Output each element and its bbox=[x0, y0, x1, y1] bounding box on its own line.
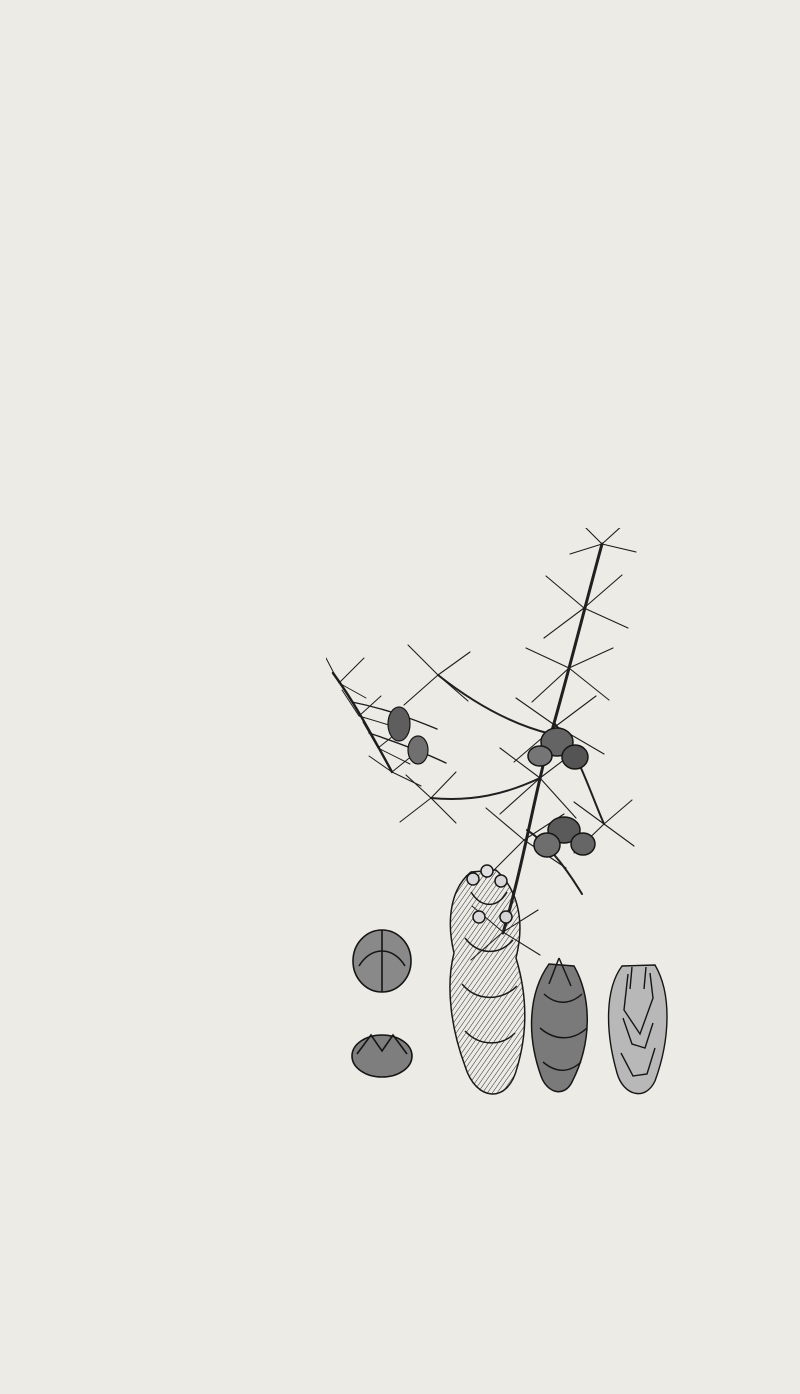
section-cone-icon bbox=[609, 965, 667, 1094]
left-branch-icon bbox=[326, 658, 446, 786]
juniper-botanical-engraving-icon bbox=[326, 528, 716, 1108]
seed-cone-icon bbox=[532, 958, 588, 1092]
small-cupule-icon bbox=[352, 930, 412, 1077]
detail-cone-icon bbox=[450, 865, 525, 1094]
juniper-figure bbox=[326, 528, 716, 1148]
needle-clusters-icon bbox=[400, 528, 636, 960]
